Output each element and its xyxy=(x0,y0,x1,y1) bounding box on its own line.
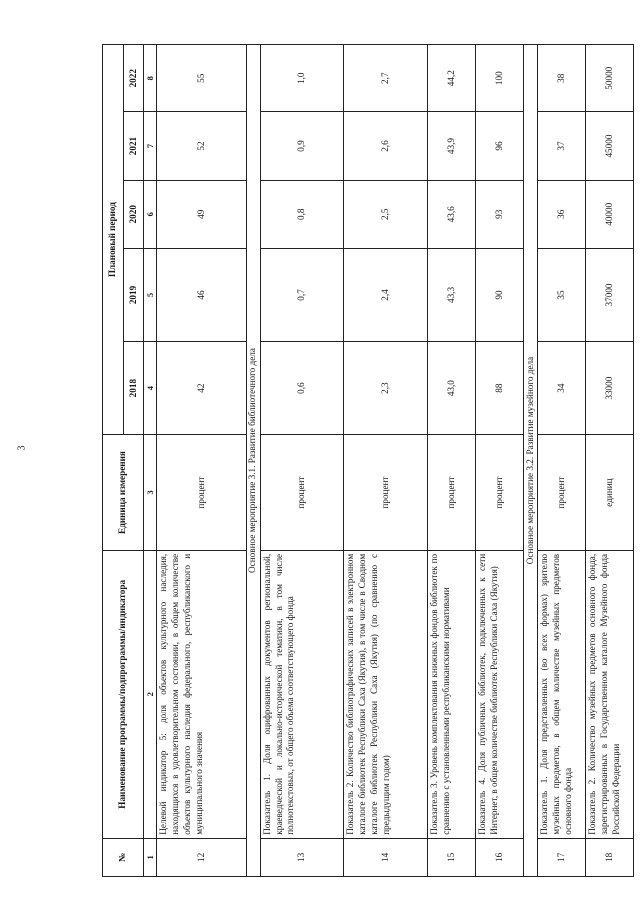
value-cell: 100 xyxy=(475,45,523,112)
indicator-name: Показатель 2. Количество библиографических записей в электронном каталоге библиотек Республики Саха (Якутия), в том числе в Сводном каталоге библиотек Республики Саха (Якутия) (по сравнению с предыдущим годом) xyxy=(344,550,428,838)
unit-cell: процент xyxy=(538,435,586,551)
table-row xyxy=(344,45,428,877)
column-index: 5 xyxy=(144,248,157,341)
unit-cell: процент xyxy=(260,435,344,551)
indicator-name: Показатель 3. Уровень комплектования книжных фондов библиотек по сравнению с установленными республиканскими нормативами xyxy=(428,550,476,838)
indicators-table xyxy=(102,44,634,877)
column-index: 6 xyxy=(144,180,157,248)
row-number: 16 xyxy=(475,838,523,876)
value-cell: 33000 xyxy=(586,342,634,435)
value-cell: 88 xyxy=(475,342,523,435)
value-cell: 0,7 xyxy=(260,248,344,341)
indicator-name: Показатель 4. Доля публичных библиотек, подключенных к сети Интернет, в общем количестве библиотек Республики Саха (Якутия) xyxy=(475,550,523,838)
header-year: 2021 xyxy=(124,112,144,180)
table-row xyxy=(428,45,476,877)
value-cell: 90 xyxy=(475,248,523,341)
value-cell: 2,7 xyxy=(344,45,428,112)
value-cell: 36 xyxy=(538,180,586,248)
unit-cell: процент xyxy=(157,435,246,551)
value-cell: 93 xyxy=(475,180,523,248)
value-cell: 55 xyxy=(157,45,246,112)
value-cell: 38 xyxy=(538,45,586,112)
value-cell: 2,5 xyxy=(344,180,428,248)
value-cell: 50000 xyxy=(586,45,634,112)
column-index: 1 xyxy=(144,838,157,876)
value-cell: 34 xyxy=(538,342,586,435)
value-cell: 43,9 xyxy=(428,112,476,180)
indicator-name: Показатель 1. Доля оцифрованных документов региональной, краеведческой и локально-исторической тематики, в том числе полнотекстовых, от общего объема соответствующего фонда xyxy=(260,550,344,838)
value-cell: 45000 xyxy=(586,112,634,180)
header-name: Наименование программы/подпрограммы/индикатора xyxy=(103,550,144,838)
value-cell: 37 xyxy=(538,112,586,180)
table-row xyxy=(260,45,344,877)
value-cell: 40000 xyxy=(586,180,634,248)
table-row xyxy=(586,45,634,877)
value-cell: 37000 xyxy=(586,248,634,341)
header-plan-period: Плановый период xyxy=(103,45,124,435)
section-row xyxy=(246,45,260,877)
indicator-name: Целевой индикатор 5: доля объектов культурного наследия, находящихся в удовлетворительном состоянии, в общем количестве объектов культурного наследия федерального, республиканского и муниципального значения xyxy=(157,550,246,838)
value-cell: 2,6 xyxy=(344,112,428,180)
header-year: 2022 xyxy=(124,45,144,112)
page-number: 3 xyxy=(16,445,28,451)
table-row xyxy=(157,45,246,877)
value-cell: 0,8 xyxy=(260,180,344,248)
header-year: 2019 xyxy=(124,248,144,341)
column-index: 7 xyxy=(144,112,157,180)
value-cell: 2,4 xyxy=(344,248,428,341)
value-cell: 42 xyxy=(157,342,246,435)
value-cell: 1,0 xyxy=(260,45,344,112)
column-index: 4 xyxy=(144,342,157,435)
header-year: 2020 xyxy=(124,180,144,248)
row-number: 12 xyxy=(157,838,246,876)
row-number: 15 xyxy=(428,838,476,876)
value-cell: 43,3 xyxy=(428,248,476,341)
value-cell: 0,9 xyxy=(260,112,344,180)
section-title: Основное мероприятие 3.1. Развитие библиотечного дела xyxy=(246,45,260,877)
value-cell: 43,0 xyxy=(428,342,476,435)
value-cell: 44,2 xyxy=(428,45,476,112)
header-unit: Единица измерения xyxy=(103,435,144,551)
rotated-table-page xyxy=(102,44,634,877)
indicator-name: Показатель 2. Количество музейных предметов основного фонда, зарегистрированных в Государственном каталоге Музейного фонда Российской Федерации xyxy=(586,550,634,838)
row-number: 13 xyxy=(260,838,344,876)
unit-cell: единиц xyxy=(586,435,634,551)
section-title: Основное мероприятие 3.2. Развитие музейного дела xyxy=(523,45,537,877)
column-index: 3 xyxy=(144,435,157,551)
value-cell: 96 xyxy=(475,112,523,180)
value-cell: 43,6 xyxy=(428,180,476,248)
row-number: 17 xyxy=(538,838,586,876)
row-number: 18 xyxy=(586,838,634,876)
value-cell: 0,6 xyxy=(260,342,344,435)
unit-cell: процент xyxy=(475,435,523,551)
row-number: 14 xyxy=(344,838,428,876)
header-year: 2018 xyxy=(124,342,144,435)
unit-cell: процент xyxy=(344,435,428,551)
table-row xyxy=(475,45,523,877)
value-cell: 46 xyxy=(157,248,246,341)
unit-cell: процент xyxy=(428,435,476,551)
header-no: № xyxy=(103,838,144,876)
column-index: 8 xyxy=(144,45,157,112)
indicator-name: Показатель 1. Доля представленных (во всех формах) зрителю музейных предметов, в общем количестве музейных предметов основного фонда xyxy=(538,550,586,838)
section-row xyxy=(523,45,537,877)
value-cell: 2,3 xyxy=(344,342,428,435)
value-cell: 52 xyxy=(157,112,246,180)
table-row xyxy=(538,45,586,877)
value-cell: 49 xyxy=(157,180,246,248)
column-index: 2 xyxy=(144,550,157,838)
value-cell: 35 xyxy=(538,248,586,341)
